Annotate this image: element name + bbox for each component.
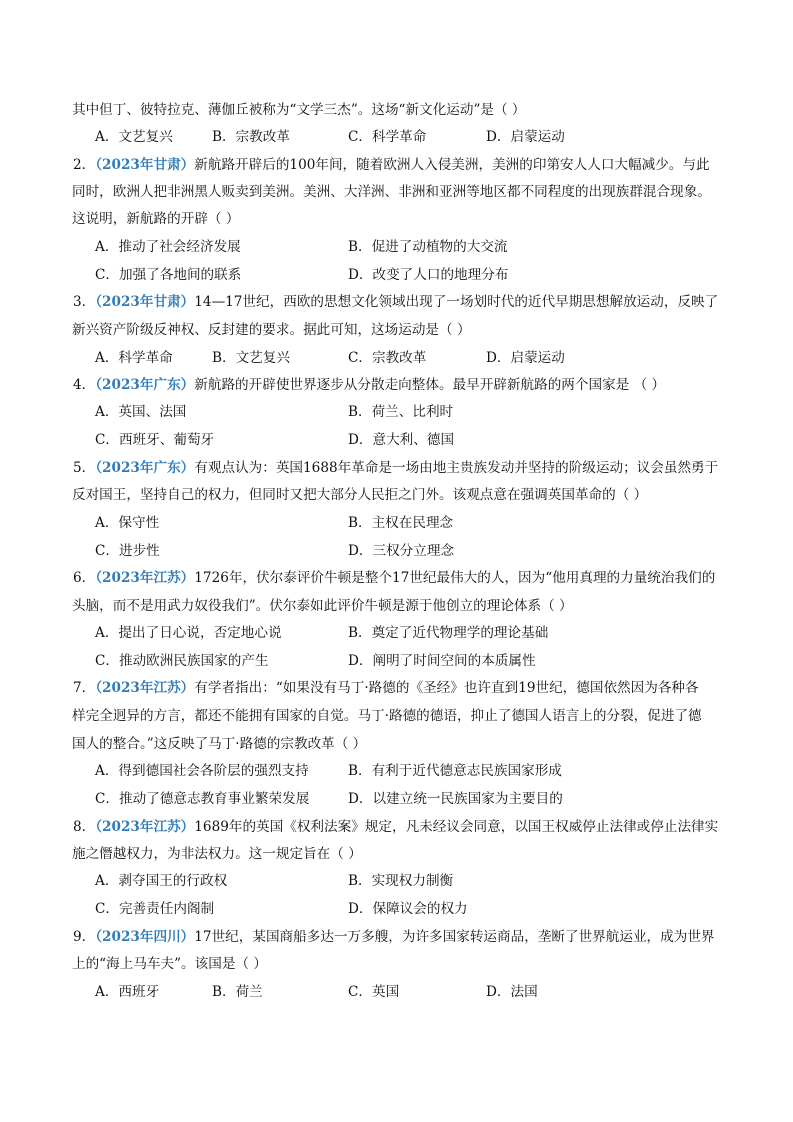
q2-option-c: C．加强了各地间的联系: [95, 267, 242, 283]
q2-first-line: [73, 156, 725, 174]
question-number: 2．: [73, 157, 96, 173]
q8-option-a: A．剥夺国王的行政权: [95, 873, 228, 889]
q4-option-d: D．意大利、德国: [348, 432, 455, 448]
question-text: 1726年，伏尔泰评价牛顿是整个17世纪最伟大的人，因为“他用真理的力量统治我们的: [194, 570, 716, 586]
q7-option-c: C．推动了德意志教育事业繁荣发展: [95, 791, 310, 807]
question-source: （2023年广东）: [95, 460, 195, 476]
q9-option-d: D．法国: [486, 984, 538, 1000]
q1-option-c: C．科学革命: [348, 129, 427, 145]
q5-option-a: A．保守性: [95, 515, 160, 531]
question-text: 有观点认为：英国1688年革命是一场由地主贵族发动并坚持的阶级运动；议会虽然勇于: [194, 460, 719, 476]
q2-text-line: 这说明，新航路的开辟（ ）: [72, 211, 240, 227]
q1-option-d: D．启蒙运动: [486, 129, 565, 145]
question-source: （2023年四川）: [95, 929, 195, 945]
q6-text-line: 头脑，而不是用武力奴役我们”。伏尔泰如此评价牛顿是源于他创立的理论体系（ ）: [72, 598, 573, 614]
question-source: （2023年江苏）: [95, 819, 195, 835]
q4-option-c: C．西班牙、葡萄牙: [95, 432, 215, 448]
q7-option-d: D．以建立统一民族国家为主要目的: [348, 791, 563, 807]
question-text: 1689年的英国《权利法案》规定，凡未经议会同意，以国王权威停止法律或停止法律实: [194, 819, 719, 835]
q1-continuation-text: 其中但丁、彼特拉克、薄伽丘被称为“文学三杰”。这场“新文化运动”是（ ）: [72, 102, 526, 118]
q2-option-d: D．改变了人口的地理分布: [348, 267, 509, 283]
question-source: （2023年广东）: [95, 377, 195, 393]
question-number: 9．: [73, 929, 96, 945]
q6-option-a: A．提出了日心说，否定地心说: [95, 625, 282, 641]
q6-option-c: C．推动欧洲民族国家的产生: [95, 653, 269, 669]
q5-option-c: C．进步性: [95, 543, 160, 559]
question-number: 6．: [73, 570, 96, 586]
q8-option-b: B．实现权力制衡: [348, 873, 454, 889]
question-number: 7．: [73, 680, 96, 696]
q6-option-d: D．阐明了时间空间的本质属性: [348, 653, 536, 669]
q8-option-d: D．保障议会的权力: [348, 901, 468, 917]
question-source: （2023年甘肃）: [95, 294, 195, 310]
question-number: 4．: [73, 377, 96, 393]
q6-first-line: [73, 569, 725, 587]
q7-option-b: B．有利于近代德意志民族国家形成: [348, 763, 562, 779]
q9-text-line: 上的“海上马车夫”。该国是（ ）: [72, 956, 267, 972]
q7-text-line: 样完全迥异的方言，都还不能拥有国家的自觉。马丁·路德的德语，抑止了德国人语言上的分裂，促进了德: [72, 708, 702, 724]
q3-text-line: 新兴资产阶级反神权、反封建的要求。据此可知，这场运动是（ ）: [72, 322, 471, 338]
q3-first-line: [73, 293, 725, 311]
q1-option-a: A．文艺复兴: [95, 129, 173, 145]
q2-option-b: B．促进了动植物的大交流: [348, 239, 508, 255]
q3-option-d: D．启蒙运动: [486, 350, 565, 366]
q3-option-c: C．宗教改革: [348, 350, 427, 366]
q2-option-a: A．推动了社会经济发展: [95, 239, 241, 255]
q9-option-c: C．英国: [348, 984, 400, 1000]
question-source: （2023年甘肃）: [95, 157, 195, 173]
question-number: 5．: [73, 460, 96, 476]
q8-option-c: C．完善责任内阁制: [95, 901, 215, 917]
q4-option-a: A．英国、法国: [95, 404, 187, 420]
question-number: 3．: [73, 294, 96, 310]
q9-option-a: A．西班牙: [95, 984, 160, 1000]
q5-option-b: B．主权在民理念: [348, 515, 454, 531]
q8-text-line: 施之僭越权力，为非法权力。这一规定旨在（ ）: [72, 846, 362, 862]
question-number: 8．: [73, 819, 96, 835]
q9-option-b: B．荷兰: [212, 984, 263, 1000]
q3-option-a: A．科学革命: [95, 350, 173, 366]
q4-first-line: [73, 376, 725, 394]
q2-text-line: 同时，欧洲人把非洲黑人贩卖到美洲。美洲、大洋洲、非洲和亚洲等地区都不同程度的出现族群混合现象。: [72, 184, 711, 200]
q9-first-line: [73, 928, 725, 946]
question-source: （2023年江苏）: [95, 570, 195, 586]
q1-option-b: B．宗教改革: [212, 129, 290, 145]
q3-option-b: B．文艺复兴: [212, 350, 290, 366]
q5-text-line: 反对国王，坚持自己的权力，但同时又把大部分人民拒之门外。该观点意在强调英国革命的（ ）: [72, 487, 648, 503]
q6-option-b: B．奠定了近代物理学的理论基础: [348, 625, 549, 641]
q7-text-line: 国人的整合。”这反映了马丁·路德的宗教改革（ ）: [72, 736, 367, 752]
q8-first-line: [73, 818, 725, 836]
q5-first-line: [73, 459, 725, 477]
question-text: 17世纪，某国商船多达一万多艘，为许多国家转运商品，垄断了世界航运业，成为世界: [194, 929, 715, 945]
question-text: 有学者指出：“如果没有马丁·路德的《圣经》也许直到19世纪，德国依然因为各种各: [194, 680, 699, 696]
question-text: 新航路的开辟使世界逐步从分散走向整体。最早开辟新航路的两个国家是 （ ）: [194, 377, 666, 393]
q7-first-line: [73, 679, 725, 697]
q5-option-d: D．三权分立理念: [348, 543, 455, 559]
question-text: 新航路开辟后的100年间，随着欧洲人入侵美洲，美洲的印第安人人口大幅减少。与此: [194, 157, 710, 173]
q4-option-b: B．荷兰、比利时: [348, 404, 454, 420]
question-text: 14—17世纪，西欧的思想文化领域出现了一场划时代的近代早期思想解放运动，反映了: [194, 294, 719, 310]
q7-option-a: A．得到德国社会各阶层的强烈支持: [95, 763, 309, 779]
question-source: （2023年江苏）: [95, 680, 195, 696]
